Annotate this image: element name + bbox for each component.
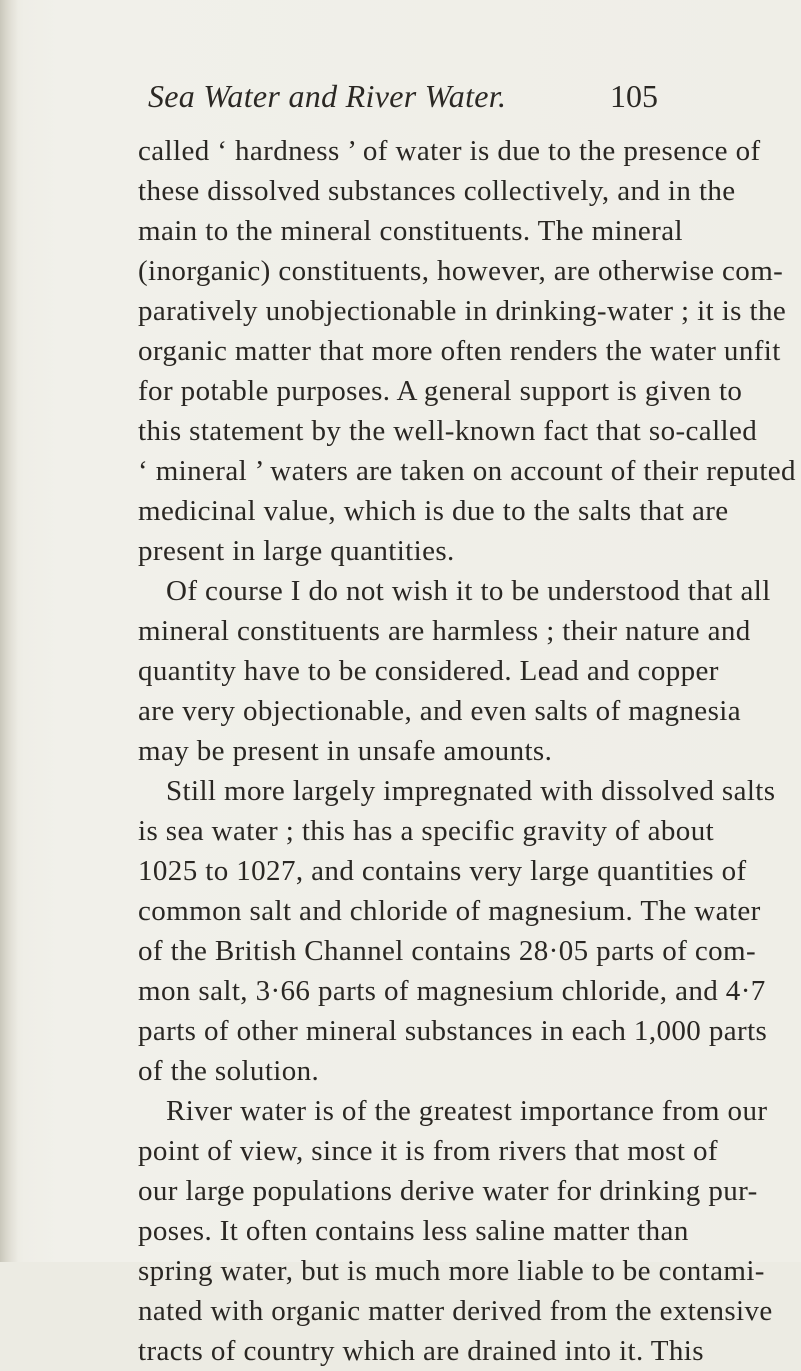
- text-line: spring water, but is much more liable to be contami-: [138, 1255, 765, 1287]
- text-line: organic matter that more often renders the water unfit: [138, 335, 781, 367]
- running-head: Sea Water and River Water.: [148, 78, 507, 114]
- text-line: point of view, since it is from rivers that most of: [138, 1135, 718, 1167]
- page-header: [0, 78, 801, 126]
- text-line: Still more largely impregnated with dissolved salts: [166, 775, 776, 807]
- text-line: medicinal value, which is due to the salts that are: [138, 495, 729, 527]
- text-line: (inorganic) constituents, however, are otherwise com-: [138, 255, 784, 287]
- page-number: 105: [610, 78, 658, 114]
- text-line: present in large quantities.: [138, 535, 455, 567]
- text-line: paratively unobjectionable in drinking-water ; it is the: [138, 295, 787, 327]
- text-line: our large populations derive water for drinking pur-: [138, 1175, 758, 1207]
- text-line: River water is of the greatest importance from our: [166, 1095, 768, 1127]
- text-line: poses. It often contains less saline matter than: [138, 1215, 689, 1247]
- text-line: quantity have to be considered. Lead and copper: [138, 655, 719, 687]
- text-line: called ‘ hardness ’ of water is due to the presence of: [138, 135, 761, 167]
- text-line: may be present in unsafe amounts.: [138, 735, 553, 767]
- text-line: Of course I do not wish it to be understood that all: [166, 575, 771, 607]
- body-text: [138, 131, 796, 1371]
- text-line: nated with organic matter derived from the extensive: [138, 1295, 773, 1327]
- text-line: are very objectionable, and even salts of magnesia: [138, 695, 741, 727]
- text-line: of the British Channel contains 28·05 parts of com-: [138, 935, 757, 967]
- text-line: mineral constituents are harmless ; their nature and: [138, 615, 751, 647]
- text-line: of the solution.: [138, 1055, 320, 1087]
- text-line: tracts of country which are drained into it. This: [138, 1335, 704, 1367]
- text-line: is sea water ; this has a specific gravity of about: [138, 815, 715, 847]
- text-line: this statement by the well-known fact that so-called: [138, 415, 758, 447]
- text-line: ‘ mineral ’ waters are taken on account of their reputed: [138, 455, 796, 487]
- page-gutter: [0, 0, 18, 1262]
- text-line: parts of other mineral substances in each 1,000 parts: [138, 1015, 768, 1047]
- text-line: these dissolved substances collectively, and in the: [138, 175, 736, 207]
- text-line: mon salt, 3·66 parts of magnesium chloride, and 4·7: [138, 975, 766, 1007]
- text-line: common salt and chloride of magnesium. The water: [138, 895, 761, 927]
- text-line: main to the mineral constituents. The mineral: [138, 215, 683, 247]
- text-line: 1025 to 1027, and contains very large quantities of: [138, 855, 747, 887]
- text-line: for potable purposes. A general support is given to: [138, 375, 743, 407]
